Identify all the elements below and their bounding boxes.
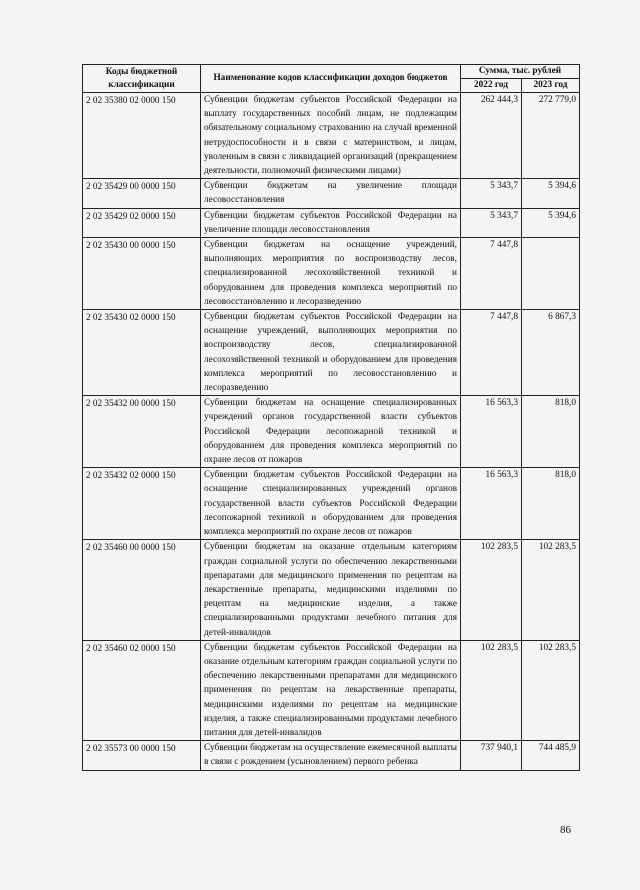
budget-code-cell: 2 02 35460 02 0000 150 <box>83 640 201 740</box>
budget-code-cell: 2 02 35460 00 0000 150 <box>83 540 201 640</box>
amount-2023-cell: 102 283,5 <box>522 640 580 740</box>
amount-2022-cell: 102 283,5 <box>461 540 522 640</box>
amount-2022-cell: 262 444,3 <box>461 93 522 179</box>
amount-2023-cell: 818,0 <box>522 468 580 540</box>
amount-2022-cell: 737 940,1 <box>461 741 522 770</box>
header-codes: Коды бюджетной классификации <box>83 65 201 93</box>
table-row <box>83 238 580 310</box>
budget-code-cell: 2 02 35380 02 0000 150 <box>83 93 201 179</box>
amount-2023-cell: 272 779,0 <box>522 93 580 179</box>
budget-code-cell: 2 02 35432 02 0000 150 <box>83 468 201 540</box>
table-row <box>83 640 580 740</box>
header-year-2023: 2023 год <box>522 79 580 93</box>
description-cell: Субвенции бюджетам субъектов Российской Федерации на оказание отдельным категориям граждан социальной услуги по обеспечению лекарственными препаратами для медицинского применения по рецептам на лекарственные препараты, медицинскими изделиями по рецептам на медицинские изделия, а также специализированными продуктами лечебного питания для детей-инвалидов <box>201 640 461 740</box>
description-cell: Субвенции бюджетам на увеличение площади лесовосстановления <box>201 179 461 208</box>
budget-table <box>82 64 580 771</box>
budget-code-cell: 2 02 35429 02 0000 150 <box>83 208 201 237</box>
table-row <box>83 310 580 396</box>
amount-2023-cell: 5 394,6 <box>522 179 580 208</box>
table-header-row <box>83 65 580 79</box>
amount-2022-cell: 16 563,3 <box>461 468 522 540</box>
table-row <box>83 396 580 468</box>
amount-2023-cell: 818,0 <box>522 396 580 468</box>
table-row <box>83 93 580 179</box>
description-cell: Субвенции бюджетам на оснащение специализированных учреждений органов государственной власти субъектов Российской Федерации лесопожарной техникой и оборудованием для проведения комплекса мероприятий по охране лесов от пожаров <box>201 396 461 468</box>
table-body <box>83 93 580 771</box>
amount-2022-cell: 5 343,7 <box>461 208 522 237</box>
table-row <box>83 468 580 540</box>
amount-2022-cell: 7 447,8 <box>461 238 522 310</box>
description-cell: Субвенции бюджетам на осуществление ежемесячной выплаты в связи с рождением (усыновлением) первого ребенка <box>201 741 461 770</box>
amount-2022-cell: 102 283,5 <box>461 640 522 740</box>
description-cell: Субвенции бюджетам субъектов Российской Федерации на выплату государственных пособий лицам, не подлежащим обязательному социальному страхованию на случай временной нетрудоспособности и в связи с материнством, и лицам, уволенным в связи с ликвидацией организаций (прекращением деятельности, полномочий физическими лицами) <box>201 93 461 179</box>
header-name: Наименование кодов классификации доходов бюджетов <box>201 65 461 93</box>
table-row <box>83 741 580 770</box>
amount-2023-cell <box>522 238 580 310</box>
description-cell: Субвенции бюджетам на оснащение учреждений, выполняющих мероприятия по воспроизводству лесов, специализированной лесохозяйственной техникой и оборудованием для проведения комплекса мероприятий по лесовосстановлению и лесоразведению <box>201 238 461 310</box>
table-row <box>83 179 580 208</box>
amount-2022-cell: 5 343,7 <box>461 179 522 208</box>
table-row <box>83 540 580 640</box>
description-cell: Субвенции бюджетам на оказание отдельным категориям граждан социальной услуги по обеспечению лекарственными препаратами для медицинского применения по рецептам на лекарственные препараты, медицинскими изделиями по рецептам на медицинские изделия, а также специализированными продуктами лечебного питания для детей-инвалидов <box>201 540 461 640</box>
budget-code-cell: 2 02 35430 00 0000 150 <box>83 238 201 310</box>
amount-2023-cell: 5 394,6 <box>522 208 580 237</box>
header-sum: Сумма, тыс. рублей <box>461 65 580 79</box>
description-cell: Субвенции бюджетам субъектов Российской Федерации на оснащение учреждений, выполняющих мероприятия по воспроизводству лесов, специализированной лесохозяйственной техникой и оборудованием для проведения комплекса мероприятий по лесовосстановлению и лесоразведению <box>201 310 461 396</box>
table-row <box>83 208 580 237</box>
amount-2022-cell: 7 447,8 <box>461 310 522 396</box>
header-year-2022: 2022 год <box>461 79 522 93</box>
description-cell: Субвенции бюджетам субъектов Российской Федерации на увеличение площади лесовосстановления <box>201 208 461 237</box>
budget-code-cell: 2 02 35430 02 0000 150 <box>83 310 201 396</box>
page-number: 86 <box>560 824 571 836</box>
amount-2023-cell: 102 283,5 <box>522 540 580 640</box>
amount-2023-cell: 6 867,3 <box>522 310 580 396</box>
amount-2022-cell: 16 563,3 <box>461 396 522 468</box>
description-cell: Субвенции бюджетам субъектов Российской Федерации на оснащение специализированных учреждений органов государственной власти субъектов Российской Федерации лесопожарной техникой и оборудованием для проведения комплекса мероприятий по охране лесов от пожаров <box>201 468 461 540</box>
amount-2023-cell: 744 485,9 <box>522 741 580 770</box>
budget-code-cell: 2 02 35573 00 0000 150 <box>83 741 201 770</box>
budget-code-cell: 2 02 35429 00 0000 150 <box>83 179 201 208</box>
budget-code-cell: 2 02 35432 00 0000 150 <box>83 396 201 468</box>
